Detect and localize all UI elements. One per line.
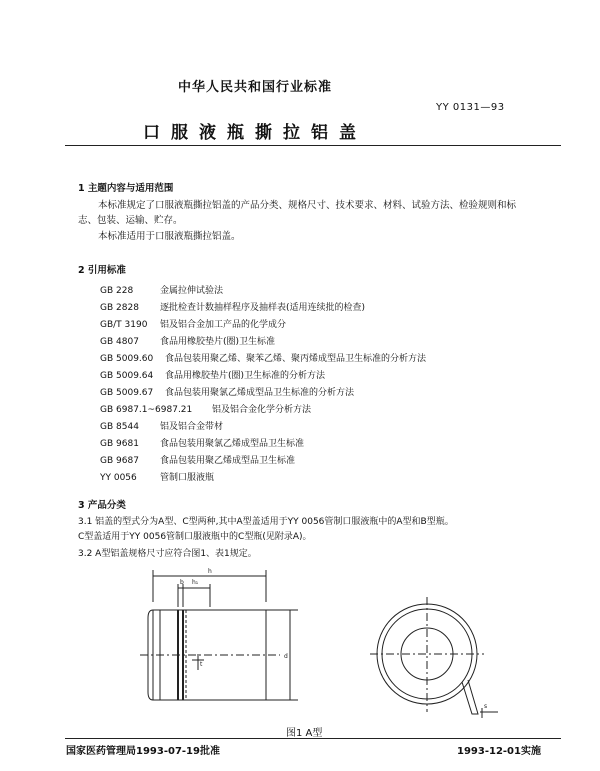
reference-title: 食品包装用聚氯乙烯成型品卫生标准 (160, 439, 305, 449)
standard-org-title: 中华人民共和国行业标准 (178, 80, 333, 95)
reference-code: GB/T 3190 (100, 320, 148, 330)
reference-item (100, 300, 365, 313)
reference-title: 食品用橡胶垫片(圈)卫生标准 (160, 337, 276, 347)
reference-title: 食品包装用聚乙烯成型品卫生标准 (160, 456, 296, 466)
reference-title: 铝及铝合金带材 (160, 422, 224, 432)
reference-item (100, 368, 325, 381)
reference-code: GB 228 (100, 286, 134, 296)
section-2-heading: 2 引用标准 (78, 265, 126, 276)
dimension-label-t: t (200, 661, 203, 668)
implementation-date: 1993-12-01实施 (457, 746, 541, 757)
figure-1-cap-drawing (120, 562, 520, 722)
reference-title: 食品包装用聚乙烯、聚苯乙烯、聚丙烯成型品卫生标准的分析方法 (165, 354, 427, 364)
dimension-label-d: d (284, 653, 288, 660)
reference-title: 管制口服液瓶 (160, 473, 215, 483)
document-title: 口服液瓶撕拉铝盖 (143, 123, 367, 143)
reference-code: GB 8544 (100, 422, 139, 432)
clause-3-2: 3.2 A型铝盖规格尺寸应符合图1、表1规定。 (78, 549, 257, 559)
section-1-paragraph-2: 本标准适用于口服液瓶撕拉铝盖。 (98, 231, 241, 242)
dimension-label-h1: h₁ (192, 579, 199, 586)
reference-item (100, 470, 214, 483)
reference-code: GB 4807 (100, 337, 139, 347)
section-1-paragraph-1-line-1: 本标准规定了口服液瓶撕拉铝盖的产品分类、规格尺寸、技术要求、材料、试验方法、检验规则和标 (98, 200, 517, 211)
reference-code: YY 0056 (100, 473, 137, 483)
reference-code: GB 9687 (100, 456, 139, 466)
reference-item (100, 436, 304, 449)
reference-code: GB 5009.60 (100, 354, 154, 364)
reference-item (100, 317, 286, 330)
reference-item (100, 351, 426, 364)
header-divider (65, 145, 561, 146)
footer-divider (65, 738, 561, 739)
dimension-label-b: b (180, 579, 184, 586)
figure-1-caption: 图1 A型 (286, 728, 323, 739)
reference-item (100, 453, 295, 466)
reference-code: GB 6987.1~6987.21 (100, 405, 193, 415)
reference-code: GB 9681 (100, 439, 139, 449)
reference-title: 逐批检查计数抽样程序及抽样表(适用连续批的检查) (160, 303, 366, 313)
reference-title: 金属拉伸试验法 (160, 286, 224, 296)
section-1-paragraph-1-line-2: 志、包装、运输、贮存。 (78, 215, 183, 226)
clause-3-1-line-1: 3.1 铝盖的型式分为A型、C型两种,其中A型盖适用于YY 0056管制口服液瓶中的A型和B型瓶。 (78, 517, 454, 527)
section-1-heading: 1 主题内容与适用范围 (78, 183, 174, 194)
dimension-label-s: s (484, 703, 488, 710)
section-3-heading: 3 产品分类 (78, 500, 126, 511)
reference-item (100, 419, 223, 432)
reference-item (100, 283, 223, 296)
standard-code: YY 0131—93 (436, 102, 505, 113)
reference-code: GB 5009.64 (100, 371, 154, 381)
reference-title: 铝及铝合金加工产品的化学成分 (160, 320, 287, 330)
reference-item (100, 402, 311, 415)
clause-3-1-line-2: C型盖适用于YY 0056管制口服液瓶中的C型瓶(见附录A)。 (78, 532, 312, 542)
reference-title: 食品包装用聚氯乙烯成型品卫生标准的分析方法 (165, 388, 355, 398)
reference-code: GB 2828 (100, 303, 139, 313)
approval-statement: 国家医药管理局1993-07-19批准 (66, 746, 220, 757)
reference-item (100, 334, 275, 347)
reference-title: 食品用橡胶垫片(圈)卫生标准的分析方法 (165, 371, 326, 381)
reference-title: 铝及铝合金化学分析方法 (212, 405, 312, 415)
reference-item (100, 385, 354, 398)
dimension-label-h: h (208, 568, 212, 575)
reference-code: GB 5009.67 (100, 388, 154, 398)
